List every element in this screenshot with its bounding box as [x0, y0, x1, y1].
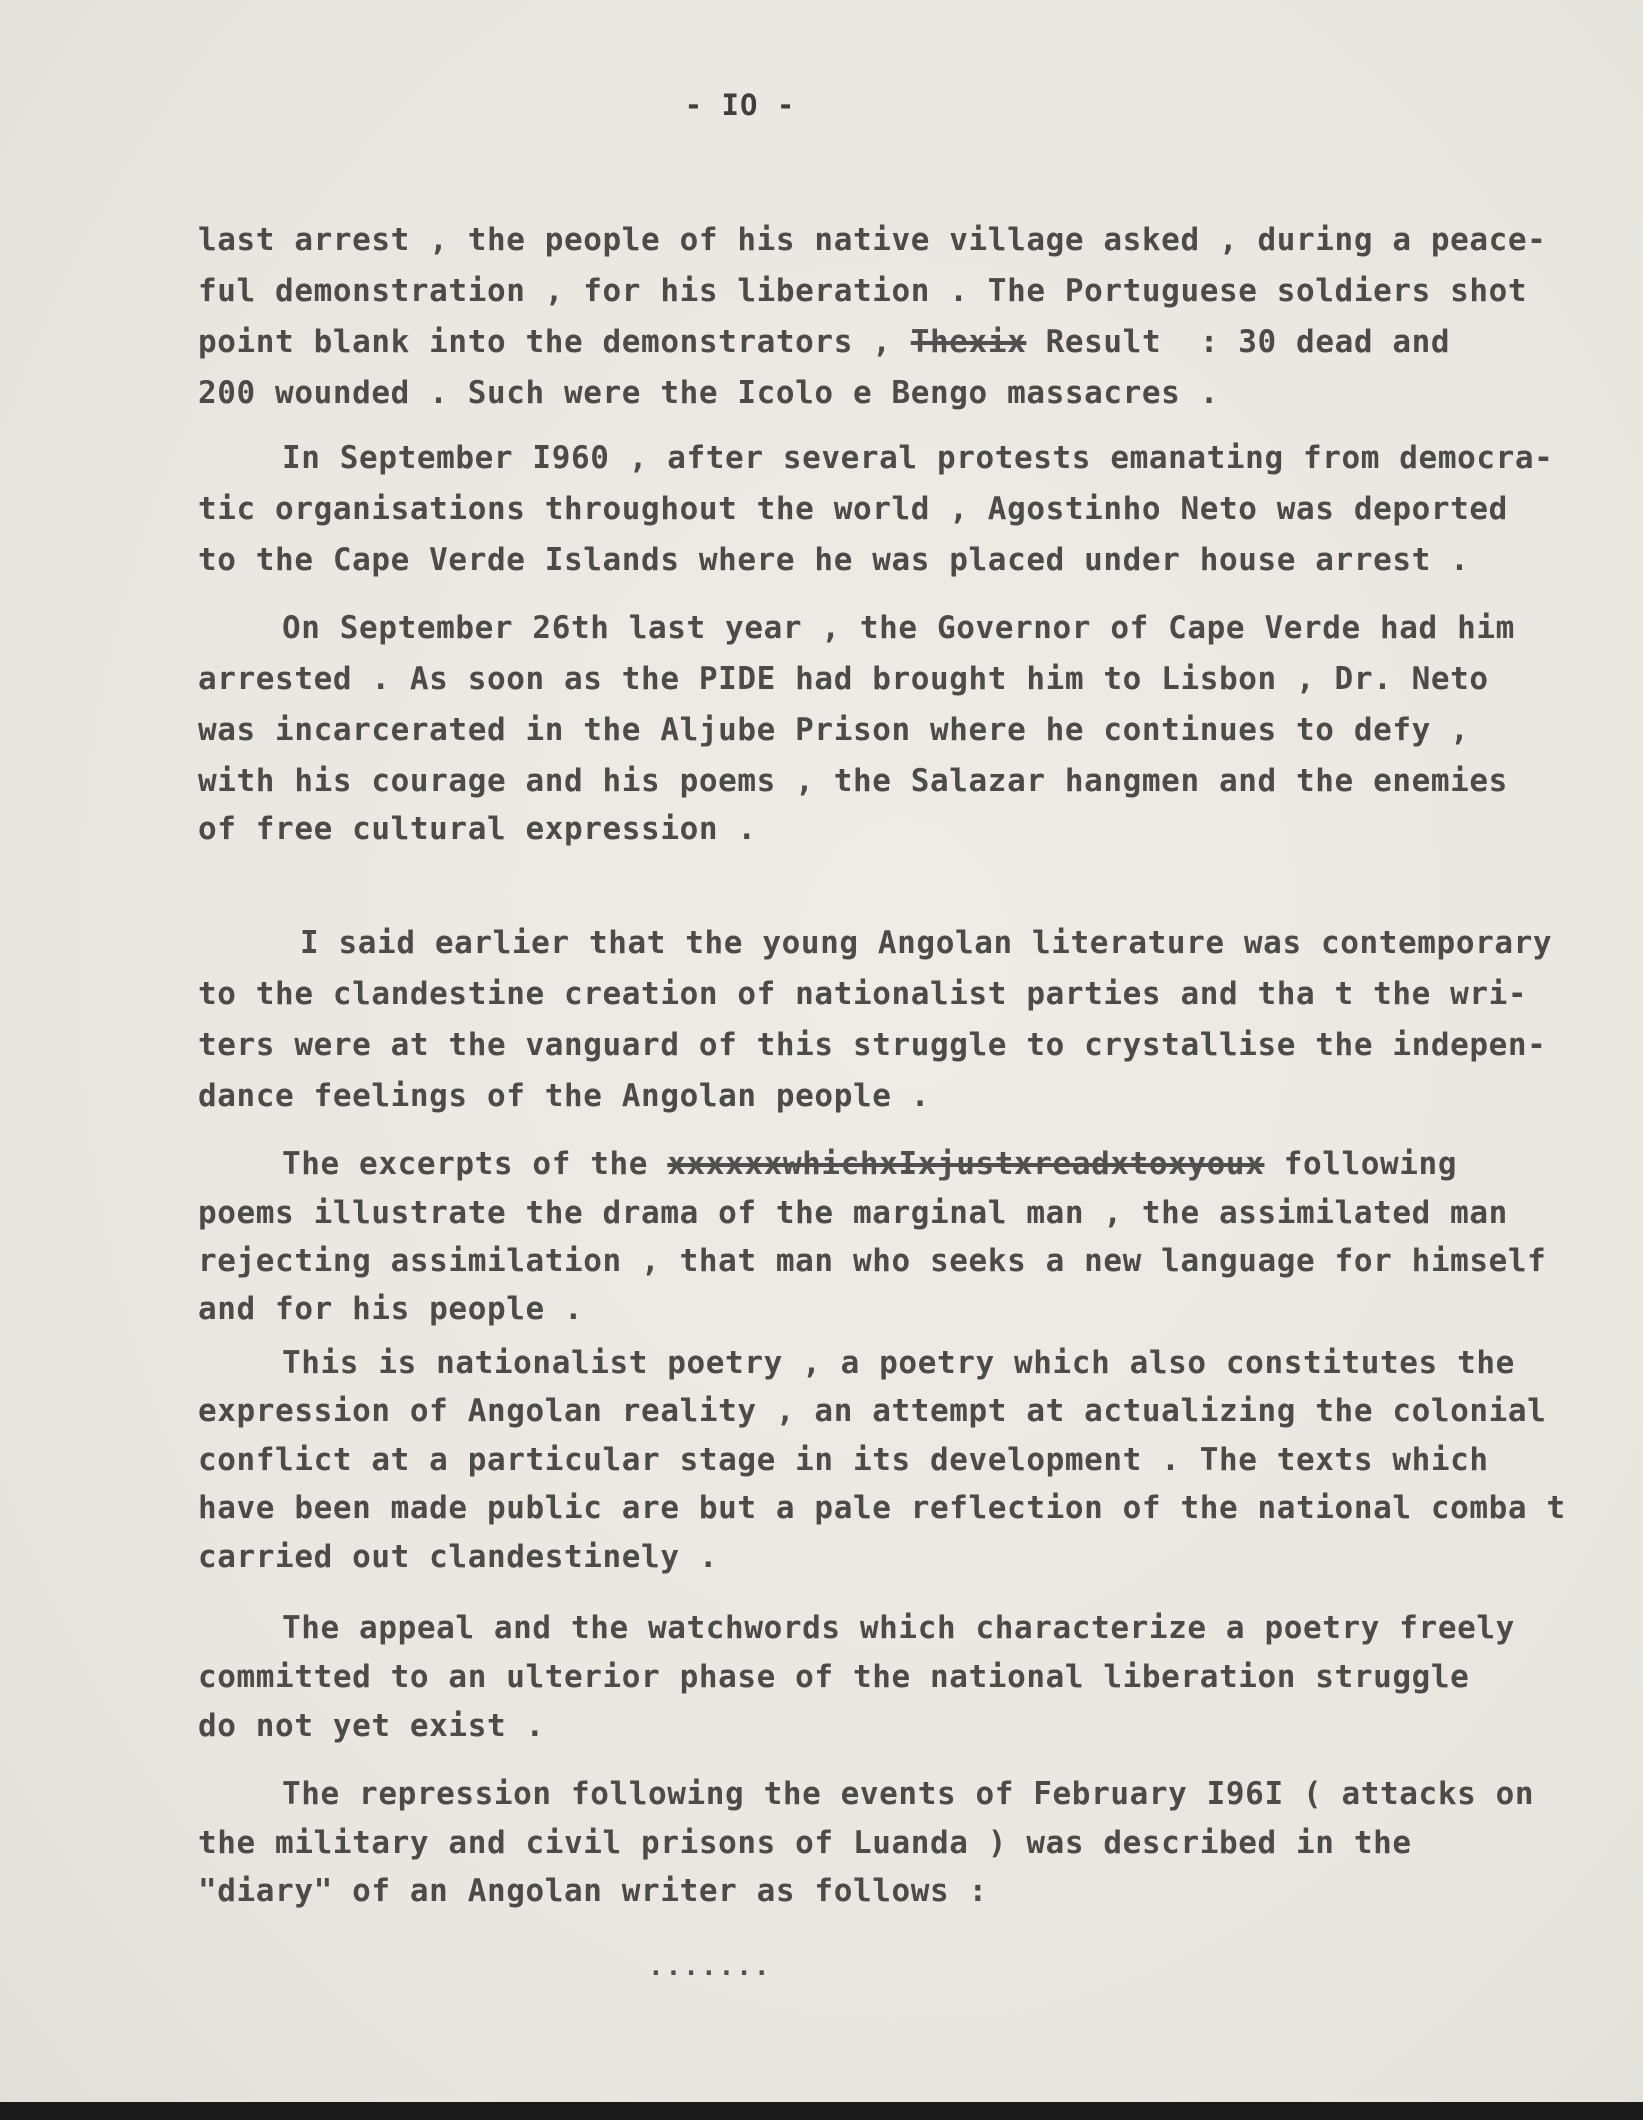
text-line — [198, 324, 1450, 360]
text-line: This is nationalist poetry , a poetry which also constitutes the — [282, 1345, 1515, 1381]
text-segment: point blank into the demonstrators , — [198, 324, 911, 360]
text-line: the military and civil prisons of Luanda ) was described in the — [198, 1825, 1412, 1861]
text-line: have been made public are but a pale reflection of the national comba t — [198, 1490, 1566, 1526]
text-line: On September 26th last year , the Governor of Cape Verde had him — [282, 610, 1515, 646]
struck-out-text: xxxxxxwhichxIxjustxreadxtoxyoux — [667, 1146, 1265, 1182]
continuation-mark: ....... — [648, 1952, 772, 1982]
text-line: arrested . As soon as the PIDE had brought him to Lisbon , Dr. Neto — [198, 661, 1489, 697]
text-line: expression of Angolan reality , an attempt at actualizing the colonial — [198, 1393, 1547, 1429]
text-line: of free cultural expression . — [198, 811, 757, 847]
text-segment: Result : 30 dead and — [1026, 324, 1451, 360]
text-line: with his courage and his poems , the Salazar hangmen and the enemies — [198, 763, 1508, 799]
text-segment: following — [1264, 1146, 1458, 1182]
page-number: - IO - — [684, 88, 796, 122]
text-line: carried out clandestinely . — [198, 1539, 719, 1575]
text-line: 200 wounded . Such were the Icolo e Bengo massacres . — [198, 375, 1219, 411]
text-line — [282, 1146, 1457, 1182]
text-line: dance feelings of the Angolan people . — [198, 1078, 931, 1114]
text-line: "diary" of an Angolan writer as follows : — [198, 1873, 988, 1909]
text-line: to the Cape Verde Islands where he was placed under house arrest . — [198, 542, 1470, 578]
text-line: ful demonstration , for his liberation . The Portuguese soldiers shot — [198, 273, 1528, 309]
text-line: poems illustrate the drama of the marginal man , the assimilated man — [198, 1195, 1508, 1231]
text-line: committed to an ulterior phase of the national liberation struggle — [198, 1659, 1470, 1695]
text-line: In September I960 , after several protests emanating from democra- — [282, 440, 1554, 476]
scan-bottom-edge — [0, 2102, 1643, 2120]
text-line: ters were at the vanguard of this struggle to crystallise the indepen- — [198, 1027, 1547, 1063]
text-line: tic organisations throughout the world , Agostinho Neto was deported — [198, 491, 1508, 527]
text-line: rejecting assimilation , that man who seeks a new language for himself — [198, 1243, 1547, 1279]
text-line: and for his people . — [198, 1291, 584, 1327]
text-line: last arrest , the people of his native village asked , during a peace- — [198, 222, 1547, 258]
text-line: conflict at a particular stage in its development . The texts which — [198, 1442, 1489, 1478]
text-segment: The excerpts of the — [282, 1146, 668, 1182]
text-line: do not yet exist . — [198, 1708, 545, 1744]
struck-out-text: Thexix — [910, 324, 1027, 360]
text-line: The appeal and the watchwords which characterize a poetry freely — [282, 1610, 1515, 1646]
text-line: was incarcerated in the Aljube Prison where he continues to defy , — [198, 712, 1470, 748]
text-line: I said earlier that the young Angolan literature was contemporary — [300, 925, 1553, 961]
text-line: to the clandestine creation of nationalist parties and tha t the wri- — [198, 976, 1528, 1012]
text-line: The repression following the events of February I96I ( attacks on — [282, 1776, 1535, 1812]
